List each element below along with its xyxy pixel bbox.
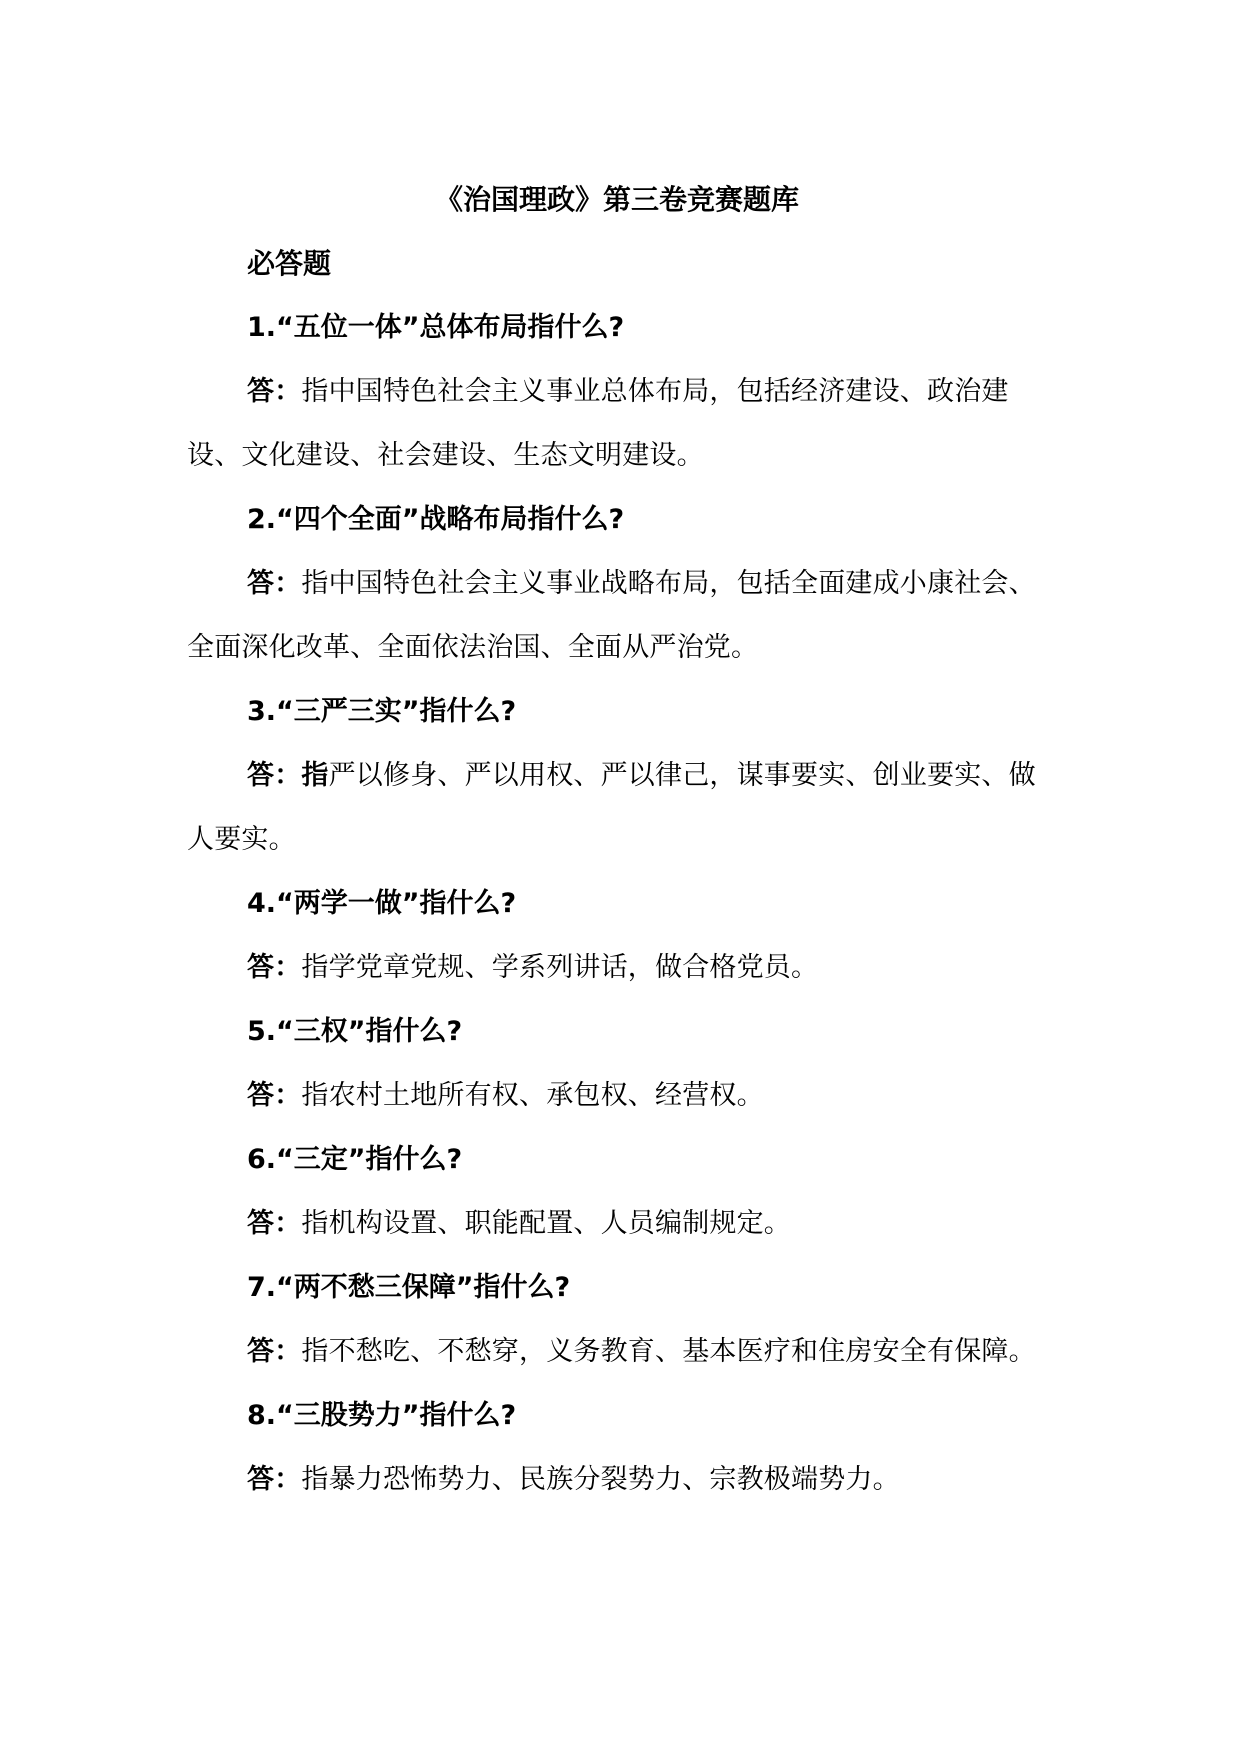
section-heading: 必答题 [247, 247, 332, 280]
question-1: 1.“五位一体”总体布局指什么? [247, 312, 625, 343]
answer-label: 答： [247, 568, 302, 599]
answer-6 [187, 1192, 1047, 1256]
answer-text: 指中国特色社会主义事业总体布局，包括经济建设、政治建设、文化建设、社会建设、生态文明建设。 [187, 376, 1009, 471]
answer-text: 指暴力恐怖势力、民族分裂势力、宗教极端势力。 [301, 1464, 900, 1495]
answer-4 [187, 936, 1047, 1000]
document-title: 《治国理政》第三卷竞赛题库 [434, 183, 799, 216]
answer-label: 答： [247, 376, 302, 407]
answer-label: 答： [247, 1336, 302, 1367]
answer-text: 指农村土地所有权、承包权、经营权。 [301, 1080, 764, 1111]
question-8: 8.“三股势力”指什么? [247, 1400, 517, 1431]
document-content [187, 168, 1047, 1512]
answer-3 [187, 744, 1047, 872]
question-2: 2.“四个全面”战略布局指什么? [247, 504, 625, 535]
answer-text: 严以修身、严以用权、严以律己，谋事要实、创业要实、做人要实。 [187, 760, 1036, 855]
answer-1 [187, 360, 1047, 488]
question-4: 4.“两学一做”指什么? [247, 888, 517, 919]
question-3: 3.“三严三实”指什么? [247, 696, 517, 727]
question-7: 7.“两不愁三保障”指什么? [247, 1272, 571, 1303]
answer-text: 指中国特色社会主义事业战略布局，包括全面建成小康社会、全面深化改革、全面依法治国、全面从严治党。 [187, 568, 1036, 663]
answer-label: 答： [247, 1080, 302, 1111]
answer-7 [187, 1320, 1047, 1384]
question-5: 5.“三权”指什么? [247, 1016, 463, 1047]
answer-bold-prefix: 指 [301, 760, 329, 791]
answer-8 [187, 1448, 1047, 1512]
answer-label: 答： [247, 1208, 302, 1239]
answer-label: 答： [247, 1464, 302, 1495]
answer-text: 指学党章党规、学系列讲话，做合格党员。 [301, 952, 819, 983]
answer-5 [187, 1064, 1047, 1128]
answer-label: 答： [247, 952, 302, 983]
answer-2 [187, 552, 1047, 680]
answer-label: 答： [247, 760, 302, 791]
answer-text: 指机构设置、职能配置、人员编制规定。 [301, 1208, 792, 1239]
answer-text: 指不愁吃、不愁穿，义务教育、基本医疗和住房安全有保障。 [301, 1336, 1036, 1367]
question-6: 6.“三定”指什么? [247, 1144, 463, 1175]
